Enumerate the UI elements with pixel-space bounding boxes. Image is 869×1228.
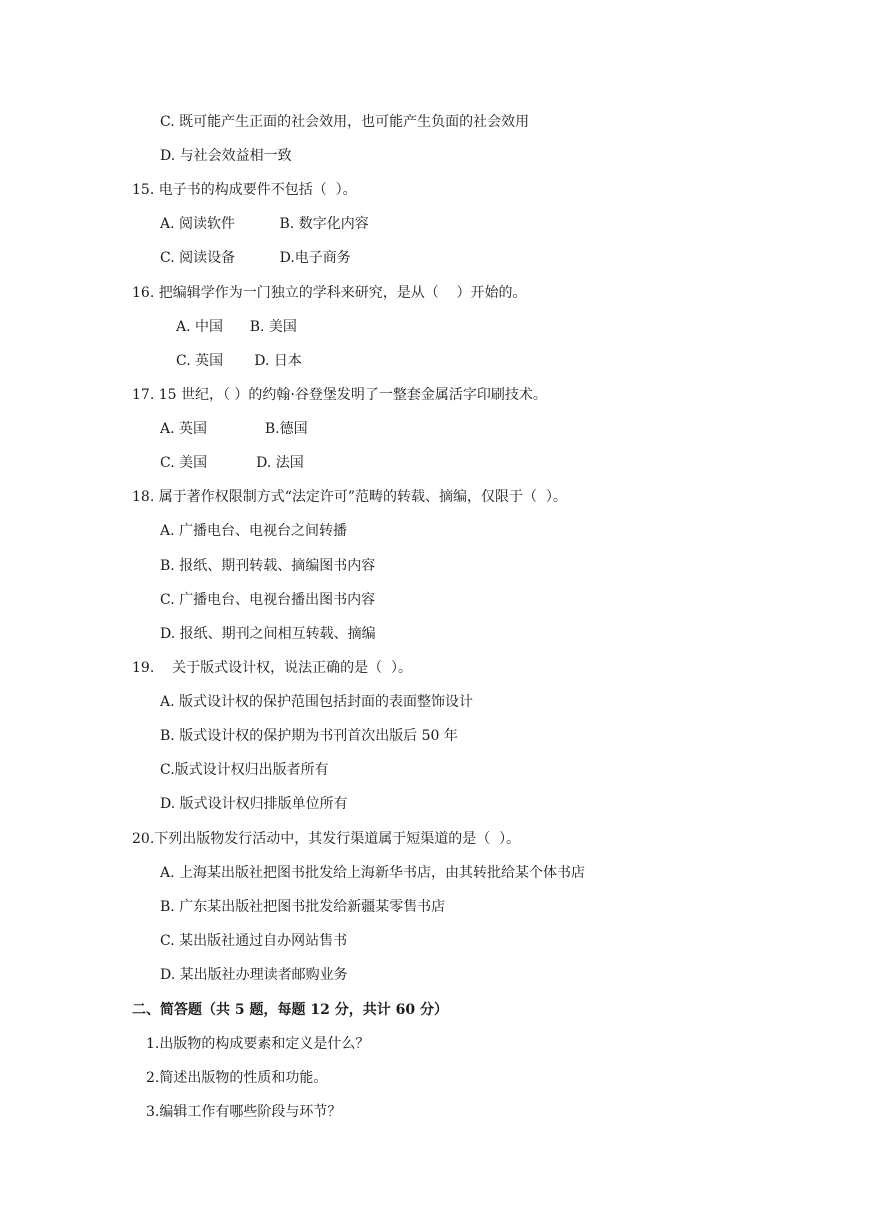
q19-option-d: D. 版式设计权归排版单位所有	[160, 796, 348, 812]
short-answer-2: 2.简述出版物的性质和功能。	[146, 1070, 328, 1086]
question-18: 18. 属于著作权限制方式“法定许可”范畴的转载、摘编，仅限于（ ）。	[132, 489, 567, 505]
q14-option-d: D. 与社会效益相一致	[160, 148, 292, 164]
q14-option-c: C. 既可能产生正面的社会效用，也可能产生负面的社会效用	[160, 114, 530, 130]
section-2-heading: 二、简答题（共 5 题，每题 12 分，共计 60 分）	[132, 1002, 448, 1018]
q18-option-a: A. 广播电台、电视台之间转播	[160, 523, 348, 539]
question-16: 16. 把编辑学作为一门独立的学科来研究，是从（ ）开始的。	[132, 285, 527, 301]
q18-option-d: D. 报纸、期刊之间相互转载、摘编	[160, 626, 376, 642]
q20-option-d: D. 某出版社办理读者邮购业务	[160, 967, 348, 983]
q15-options-cd: C. 阅读设备 D.电子商务	[160, 250, 351, 266]
question-15: 15. 电子书的构成要件不包括（ ）。	[132, 182, 357, 198]
q19-option-c: C.版式设计权归出版者所有	[160, 762, 329, 778]
question-20: 20.下列出版物发行活动中，其发行渠道属于短渠道的是（ ）。	[132, 831, 521, 847]
q20-option-a: A. 上海某出版社把图书批发给上海新华书店，由其转批给某个体书店	[160, 865, 586, 881]
q15-options-ab: A. 阅读软件 B. 数字化内容	[160, 216, 369, 232]
q17-options-cd: C. 美国 D. 法国	[160, 455, 304, 471]
short-answer-3: 3.编辑工作有哪些阶段与环节？	[146, 1104, 342, 1120]
question-19: 19. 关于版式设计权，说法正确的是（ ）。	[132, 660, 412, 676]
q18-option-b: B. 报纸、期刊转载、摘编图书内容	[160, 558, 376, 574]
q19-option-a: A. 版式设计权的保护范围包括封面的表面整饰设计	[160, 694, 474, 710]
short-answer-1: 1.出版物的构成要素和定义是什么？	[146, 1036, 370, 1052]
q18-option-c: C. 广播电台、电视台播出图书内容	[160, 592, 376, 608]
q20-option-b: B. 广东某出版社把图书批发给新疆某零售书店	[160, 899, 446, 915]
q20-option-c: C. 某出版社通过自办网站售书	[160, 933, 348, 949]
q16-options-cd: C. 英国 D. 日本	[176, 353, 302, 369]
q17-options-ab: A. 英国 B.德国	[160, 421, 308, 437]
q16-options-ab: A. 中国 B. 美国	[176, 319, 297, 335]
question-17: 17. 15 世纪，（ ）的约翰·谷登堡发明了一整套金属活字印刷技术。	[132, 387, 547, 403]
q19-option-b: B. 版式设计权的保护期为书刊首次出版后 50 年	[160, 728, 458, 744]
